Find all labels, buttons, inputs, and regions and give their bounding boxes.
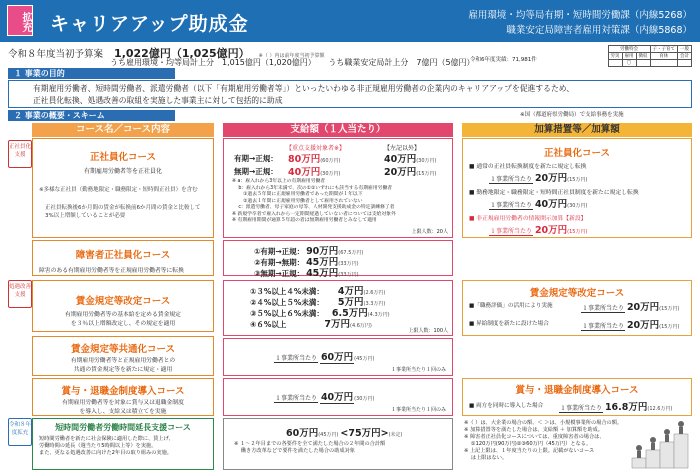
- course-name: 賞与・退職金制度導入コース: [61, 386, 185, 397]
- acct-cell: [608, 60, 622, 67]
- budget-label: 令和８年度当初予算案: [8, 49, 104, 60]
- extra-value: １事業所当たり 16.8万円(12.6万円): [560, 402, 673, 413]
- actual-count: 令和6年度実績：71,981件: [470, 57, 537, 63]
- course-name: 正社員化コース: [89, 152, 157, 163]
- extra-name: 正社員化コース: [543, 148, 611, 159]
- expansion-badge: 拡充: [7, 5, 33, 36]
- course-name: 賃金規定等改定コース: [75, 296, 171, 307]
- amount-row: ①３%以上４%未満： 4万円(2.6万円): [250, 286, 386, 297]
- extra-item: ■ 非正規雇用労働者の情報開示加算【新設】: [469, 216, 587, 222]
- tag-regularization: 正社員化支援: [8, 140, 32, 168]
- section-2-bar: ２ 事業の概要・スキーム: [8, 110, 175, 121]
- column-header-course: コース名／コース内容: [32, 123, 214, 137]
- amount-notes: ※ a：雇入れから3年以上の有期雇用労働者 b：雇入れから3年未満で、次の①②いずれにも該当する有期雇用労働者 ①過去５年間に正規雇用労働者であった期間が１年以下 ②過去１年間に正規雇用労働者として雇用されていない c：派遣労働者、母子家庭の母等、人材開発支援助成金の特定訓練修了者 ※ 新規学卒者で雇入れから一定期間経過していない者については支給対象外 ※ 有期雇用期間が通算５年超の者は無期雇用労働者とみなして適用: [232, 179, 396, 223]
- amount-wage-revision-box: [223, 280, 453, 336]
- amount-header-other: 【左記以外】: [384, 145, 421, 152]
- course-desc: 短時間労働者を新たに社会保険に適用した際に、賃上げ、: [39, 436, 174, 442]
- amount-row: ④６%以上 7万円(4.6万円): [250, 319, 372, 330]
- extra-item: ■ 昇給制度を新たに設けた場合: [469, 321, 549, 327]
- acct-cell: [678, 60, 692, 67]
- course-desc: 共通の賃金規定等を新たに規定・適用: [73, 367, 173, 373]
- extra-value: １事業所当たり 40万円(30万円): [490, 199, 588, 210]
- extra-value: １事業所当たり 20万円(15万円): [582, 320, 680, 331]
- account-table: [608, 45, 693, 67]
- amount-row: ②有期→無期： 45万円(33万円): [254, 257, 359, 268]
- tag-fy8-expansion: 令和８年度拡充: [8, 418, 32, 446]
- course-wage-common-box: [32, 336, 214, 376]
- amount-hours-box: [223, 418, 453, 470]
- course-name: 賃金規定等共通化コース: [70, 344, 176, 355]
- amount-row: ③５%以上６%未満： 6.5万円(4.3万円): [250, 308, 390, 319]
- extra-value: １事業所当たり 20万円(15万円): [490, 173, 588, 184]
- amount-wage-common-box: [223, 338, 453, 376]
- extra-item: ■ 両方を同時に導入した場合: [469, 403, 544, 409]
- extra-item: ■ 通常の正社員転換制度を新たに規定し転換: [469, 164, 587, 170]
- purpose-line-2: 正社員化転換、処遇改善の取組を実施した事業主に対して包括的に助成: [33, 96, 283, 105]
- amount-limit: 上限人数：100人: [408, 328, 448, 334]
- amount-header-priority: 【重点支援対象者※】: [286, 145, 346, 152]
- amount-row-value: 40万円(30万円): [384, 154, 437, 165]
- course-desc: 有期雇用労働者等を正社員化: [83, 168, 162, 175]
- acct-cell: 労災: [608, 53, 622, 60]
- amount-row-label: 無期→正規：: [234, 167, 278, 176]
- amount-row: １事業所当たり 40万円(30万円): [275, 392, 375, 403]
- amount-note: １事業所当たり１回のみ: [390, 407, 446, 413]
- acct-cell: 徴収: [636, 53, 650, 60]
- amount-row: 60万円(45万円) <75万円>(未定): [286, 428, 403, 439]
- amount-row: ①有期→正規： 90万円(67.5万円): [254, 246, 364, 257]
- course-desc: 有期雇用労働者等と正規雇用労働者との: [70, 358, 176, 364]
- acct-cell: 子・子育て: [650, 46, 678, 53]
- extra-item: ■「職務評価」の活用により実施: [469, 303, 553, 309]
- amount-row: ③無期→正規： 45万円(33万円): [254, 268, 359, 279]
- course-name: 障害者正社員化コース: [75, 250, 171, 261]
- department-1: 雇用環境・均等局有期・短時間労働課（内線5268）: [468, 10, 692, 21]
- acct-cell: 雇用: [622, 53, 636, 60]
- amount-bonus-box: [223, 378, 453, 416]
- course-bonus-box: [32, 378, 214, 416]
- acct-cell: 一般: [678, 46, 692, 53]
- amount-regular-box: [223, 138, 453, 238]
- extra-regular-box: [462, 138, 692, 238]
- extra-name: 賞与・退職金制度導入コース: [515, 385, 639, 396]
- extra-item: ■ 勤務地限定・職務限定・短時間正社員制度を新たに規定し転換: [469, 190, 639, 196]
- column-header-extra: 加算措置等／加算額: [462, 123, 692, 137]
- course-desc: を３％以上増額改定し、その規定を適用: [70, 321, 176, 327]
- course-desc: 有期雇用労働者等を対象に賞与又は退職金制度: [62, 400, 184, 406]
- budget-amount: 1,022億円（1,025億円）: [114, 47, 250, 60]
- course-desc: 労働時間の延長（週当たり5時間以上等）を実施。: [39, 443, 157, 449]
- footnotes: ※（ ）は、大企業の場合の額、＜ ＞は、小規模事業所の場合の額。 ※ 加算措置等を満たした場合は、支給額 ＋ 加算額を助成。 ※ 障害者正社員化コースについては、重度障害者の場合は、 ①120万円(90万円)②③60万円（45万円）となる。 ※ 上記上限は、１年度当たりの上限。記載がないコース は上限はない。: [464, 420, 623, 461]
- extra-value: １事業所当たり 20万円(15万円): [582, 302, 680, 313]
- purpose-box: [8, 80, 692, 108]
- amount-note: １事業所当たり１回のみ: [390, 367, 446, 373]
- amount-row-value: 20万円(15万円): [384, 167, 437, 178]
- course-note-1: ※多様な正社員（勤務地限定・職務限定・短時間正社員）を含む: [39, 187, 198, 193]
- amount-row-value: 80万円(60万円): [288, 154, 341, 165]
- budget-sub-1: うち雇用環境・均等局計上分 1,015億円（1,020億円）: [110, 58, 316, 67]
- section-2-note: ※国（都道府県労働局）で支給事務を実施: [520, 112, 624, 118]
- acct-cell: 〇: [622, 60, 636, 67]
- department-2: 職業安定局障害者雇用対策課（内線5868）: [506, 25, 692, 36]
- amount-limit: 上限人数：20人: [411, 229, 448, 235]
- acct-cell: [636, 60, 650, 67]
- course-regular-box: [32, 138, 214, 238]
- purpose-line-1: 有期雇用労働者、短時間労働者、派遣労働者（以下「有期雇用労働者等」）といったいわゆる非正規雇用労働者の企業内のキャリアアップを促進するため、: [33, 84, 575, 93]
- tag-treatment: 処遇改善支援: [8, 280, 32, 308]
- acct-cell: 会計: [678, 53, 692, 60]
- acct-cell: [650, 60, 678, 67]
- amount-notes: ※ １～２年目までの各要件を全て満たした場合の２年間の合計額 働き方改革などで要件を満たした場合の助成対象: [234, 441, 386, 454]
- course-desc: 有期雇用労働者等の基本給を定める賃金規定: [65, 312, 181, 318]
- budget-note: ※（ ）内は前年度当初予算額: [258, 53, 325, 59]
- course-desc: を導入し、支給又は積立てを実施: [79, 409, 167, 415]
- acct-cell: 労働特会: [608, 46, 650, 53]
- course-desc: また、更なる処遇改善に向けた2年目の取り組みの実施。: [39, 450, 172, 456]
- extra-value: １事業所当たり 20万円(15万円): [490, 225, 588, 236]
- course-hours-box: [32, 418, 214, 470]
- amount-disabled-box: [223, 240, 453, 279]
- extra-name: 賃金規定等改定コース: [529, 288, 625, 299]
- course-desc: 障害のある有期雇用労働者等を正規雇用労働者等に転換: [39, 268, 184, 274]
- extra-wage-revision-box: [462, 280, 692, 336]
- course-note-2: 正社員転換後6か月間の賃金が転換前6か月間の賃金と比較して3%以上増額していることが必要: [45, 205, 201, 219]
- amount-row: ②４%以上５%未満： 5万円(3.3万円): [250, 297, 386, 308]
- course-wage-revision-box: [32, 280, 214, 332]
- amount-row-value: 40万円(30万円): [288, 167, 341, 178]
- course-name: 短時間労働者労働時間延長支援コース: [55, 423, 191, 432]
- budget-sub: [110, 57, 475, 68]
- budget-sub-2: うち職業安定局計上分 7億円（5億円）: [328, 58, 475, 67]
- section-1-bar: １ 事業の目的: [8, 68, 175, 79]
- amount-row-label: 有期→正規：: [234, 154, 278, 163]
- people-stairs-illustration: [628, 410, 692, 470]
- column-header-amount: 支給額（１人当たり）: [223, 123, 453, 137]
- page-title: キャリアアップ助成金: [50, 13, 249, 35]
- amount-row: １事業所当たり 60万円(45万円): [275, 352, 375, 363]
- acct-cell: 育休: [650, 53, 678, 60]
- course-disabled-box: [32, 240, 214, 276]
